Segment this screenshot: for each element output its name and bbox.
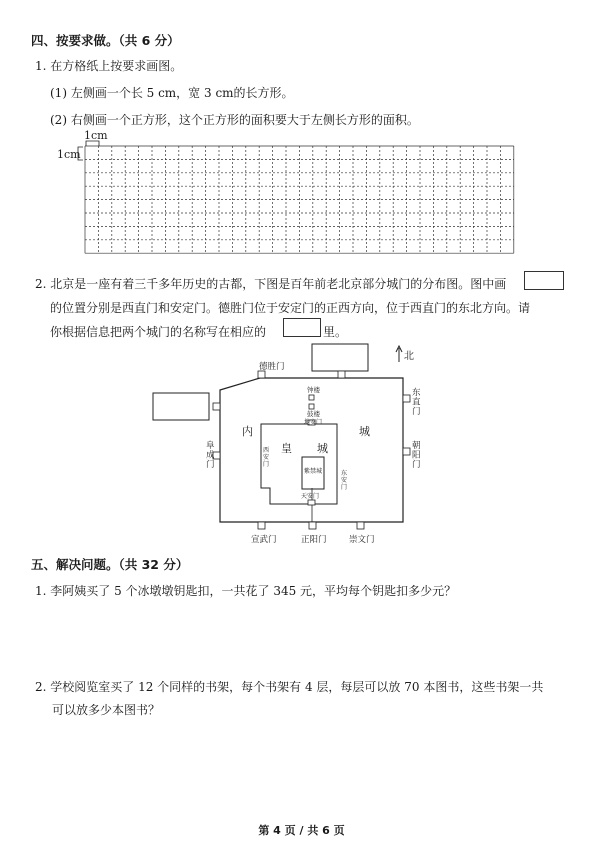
page-footer: 第 4 页 / 共 6 页: [258, 824, 345, 837]
label-gulou: 鼓楼: [307, 410, 320, 418]
marker-gulou: [309, 404, 314, 409]
section4-title: 四、按要求做。（共 6 分）: [31, 33, 180, 48]
label-zhengyangmen: 正阳门: [301, 535, 327, 545]
area-nei: 内: [242, 425, 253, 438]
q1-part2: (2) 右侧画一个正方形，这个正方形的面积要大于左侧长方形的面积。: [50, 113, 419, 127]
gate-marker-tiananmen: [308, 500, 315, 505]
gate-marker-anding: [338, 371, 345, 378]
unit-label-left: 1cm: [57, 148, 81, 161]
s5-q2-line1: 2. 学校阅览室买了 12 个同样的书架，每个书架有 4 层，每层可以放 70 本图书，这些书架一共: [35, 680, 544, 694]
label-deshengmen: 德胜门: [259, 362, 285, 372]
north-label: 北: [404, 351, 414, 362]
sample-box-2: [283, 318, 321, 337]
marker-zhonglou: [309, 395, 314, 400]
q2-line2: 的位置分别是西直门和安定门。德胜门位于安定门的正西方向，位于西直门的东北方向。请: [50, 301, 531, 315]
label-chaoyangmen: 朝阳门: [412, 441, 421, 470]
section5-title: 五、解决问题。（共 32 分）: [31, 557, 189, 572]
imperial-city-wall: [261, 424, 337, 504]
answer-box-left[interactable]: [153, 393, 209, 420]
label-dianmen: 地安门: [304, 419, 323, 426]
label-zijincheng: 紫禁城: [304, 468, 323, 475]
q2-line3-b: 里。: [323, 325, 348, 339]
label-xuanwumen: 宣武门: [251, 535, 277, 545]
gate-marker-dongzhimen: [403, 395, 410, 402]
s5-q2-line2: 可以放多少本图书？: [52, 703, 161, 717]
area-cheng-inner: 城: [317, 442, 328, 455]
label-dongzhimen: 东直门: [412, 388, 421, 417]
gate-marker-deshengmen: [258, 371, 265, 378]
q1-stem: 1. 在方格纸上按要求画图。: [35, 59, 183, 73]
q2-line1: 2. 北京是一座有着三千多年历史的古都，下图是百年前老北京部分城门的分布图。图中画: [35, 277, 507, 291]
gate-marker-chaoyangmen: [403, 448, 410, 455]
label-zhonglou: 钟楼: [307, 386, 320, 394]
q1-part1: (1) 左侧画一个长 5 cm，宽 3 cm的长方形。: [50, 86, 294, 100]
gate-marker-zhengyangmen: [309, 522, 316, 529]
label-dongan: 东安门: [341, 470, 348, 491]
answer-box-top[interactable]: [312, 344, 368, 371]
sample-box: [524, 271, 564, 290]
gate-marker-chongwenmen: [357, 522, 364, 529]
label-fuchengmen: 阜成门: [206, 441, 215, 470]
s5-q1: 1. 李阿姨买了 5 个冰墩墩钥匙扣，一共花了 345 元，平均每个钥匙扣多少元？: [35, 584, 457, 598]
grid-paper[interactable]: [55, 128, 515, 263]
beijing-gate-map: [150, 340, 440, 545]
gate-marker-xizhimen: [213, 403, 220, 410]
q2-line3-a: 你根据信息把两个城门的名称写在相应的: [50, 325, 267, 339]
area-cheng-outer: 城: [359, 425, 370, 438]
label-xianmen: 西安门: [263, 447, 270, 468]
area-huang: 皇: [281, 442, 292, 455]
grid-lines: [85, 146, 514, 253]
label-chongwenmen: 崇文门: [349, 535, 375, 545]
gate-marker-xuanwumen: [258, 522, 265, 529]
label-tiananmen: 天安门: [301, 493, 320, 500]
unit-label-top: 1cm: [84, 129, 108, 142]
